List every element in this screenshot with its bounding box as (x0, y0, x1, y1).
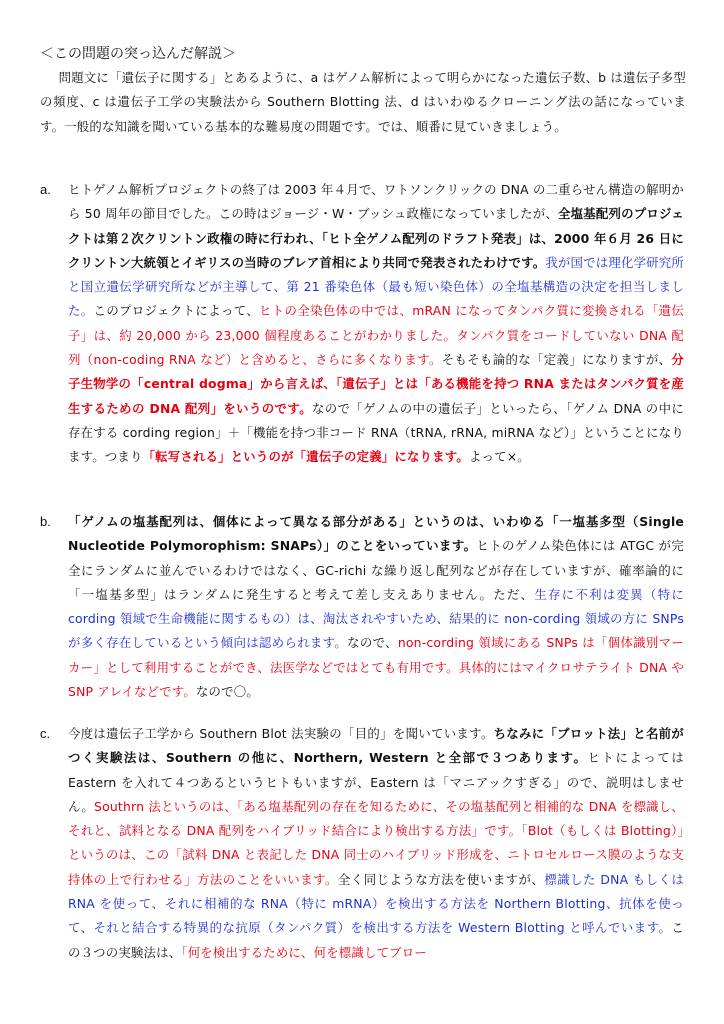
answer-item-b (40, 510, 684, 704)
item-marker-a: a. (40, 182, 51, 197)
text-run: ヒトの全染色体の中では、mRAN になってタンパク質に変換される「遺伝子」は、約 20,000 から 23,000 個程度あることがわかりました。タンパク質をコードしていない DNA 配列（non-coding RNA など）と含めると、さらに多くなります。 (68, 303, 684, 368)
section-heading: ＜この問題の突っ込んだ解説＞ (40, 46, 236, 62)
text-run: このプロジェクトによって、 (93, 303, 260, 319)
text-run: 我が国では理化学研究所と国立遺伝学研究所などが主導して、第 21 番染色体（最も短い染色体）の全塩基構造の決定を担当しました。 (68, 254, 684, 319)
text-run: ちなみに「ブロット法」と名前がつく実験法は、Southern の他に、Northern, Western と全部で３つあります。 (68, 726, 684, 766)
text-run: ヒトのゲノム染色体には ATGC が完全にランダムに並んでいるわけではなく、GC-richi な繰り返し配列などが存在していますが、確率論的に「一塩基多型」はランダムに発生すると考えて差し支えありません。ただ、 (68, 538, 684, 602)
text-run: 「転写される」というのが「遺伝子の定義」になります。 (142, 449, 469, 465)
item-body-a (68, 178, 684, 470)
text-run: 「何を検出するために、何を標識してブロー (181, 944, 427, 960)
text-run: ヒトゲノム解析プロジェクトの終了は 2003 年４月で、ワトソンクリックの DNA の二重らせん構造の解明から 50 周年の節目でした。この時はジョージ・W・ブッシュ政権になっていましたが、 (68, 182, 684, 222)
text-run: 今度は遺伝子工学から Southern Blot 法実験の「目的」を聞いています。 (68, 726, 494, 741)
intro-paragraph: 問題文に「遺伝子に関する」とあるように、a はゲノム解析によって明らかになった遺伝子数、b は遺伝子多型の頻度、c は遺伝子工学の実験法から Southern Blotting 法、d はいわゆるクローニング法の話になっています。一般的な知識を聞いている基本的な難易度の問題です。では、順番に見ていきましょう。 (40, 70, 686, 134)
text-run: 「ゲノムの塩基配列は、個体によって異なる部分がある」というのは、いわゆる「一塩基多型（Single Nucleotide Polymorophism: SNAPs）」のことをいっています。 (68, 514, 684, 554)
text-run: ヒトによっては Eastern を入れて４つあるというヒトもいますが、Eastern は「マニアックすぎる」ので、説明はしません。 (68, 750, 684, 814)
item-body-b (68, 510, 684, 704)
text-run: 生存に不利は変異（特に cording 領域で生命機能に関するもの）は、淘汰されやすいため、結果的に non-cording 領域の方に SNPs が多く存在しているという傾向は認められます。 (68, 586, 684, 651)
text-run: 分子生物学の「central dogma」から言えば、「遺伝子」とは「ある機能を持つ RNA またはタンパク質を産生するための DNA 配列」をいうのです。 (68, 352, 684, 416)
text-run: この３つの実験法は、 (68, 920, 684, 960)
item-body-c (68, 722, 684, 965)
text-run: なので〇。 (195, 684, 259, 700)
text-run: そもそも論的な「定義」になりますが、 (441, 352, 672, 368)
text-run: よって×。 (468, 449, 530, 465)
text-run: 全塩基配列のプロジェクトは第２次クリントン政権の時に行われ、「ヒト全ゲノム配列のドラフト発表」は、2000 年６月 26 日にクリントン大統領とイギリスの当時のブレア首相により共同で発表されたわけです。 (68, 206, 684, 270)
item-marker-c: c. (40, 726, 51, 741)
text-run: なので、 (347, 635, 398, 651)
text-run: Southrn 法というのは、「ある塩基配列の存在を知るために、その塩基配列と相補的な DNA を標識し、それと、試料となる DNA 配列をハイブリッド結合により検出する方法」です。「Blot（もしくは Blotting）」というのは、この「試料 DNA と表記した DNA 同士のハイブリッド形成を、ニトロセルロース膜のような支持体の上で行わせる」方法のことをいいます。 (68, 798, 684, 887)
text-run: non-cording 領域にある SNPs は「個体識別マーカー」として利用することができ、法医学などではとても有用です。具体的にはマイクロサテライト DNA や SNP アレイなどです。 (68, 635, 684, 700)
text-run: 全く同じような方法を使いますが、 (337, 871, 545, 887)
item-marker-b: b. (40, 514, 51, 529)
answer-item-c (40, 722, 684, 965)
text-run: 標識した DNA もしくは RNA を使って、それに相補的な RNA（特に mRNA）を検出する方法を Northern Blotting、抗体を使って、それと結合する特異的な抗原（タンパク質）を検出する方法を Western Blotting と呼んでいます。 (68, 871, 685, 936)
answer-item-a (40, 178, 684, 470)
text-run: なので「ゲノムの中の遺伝子」といったら、「ゲノム DNA の中に存在する cording region」＋「機能を持つ非コード RNA（tRNA, rRNA, miRNA など）」ということになります。つまり (68, 400, 684, 465)
